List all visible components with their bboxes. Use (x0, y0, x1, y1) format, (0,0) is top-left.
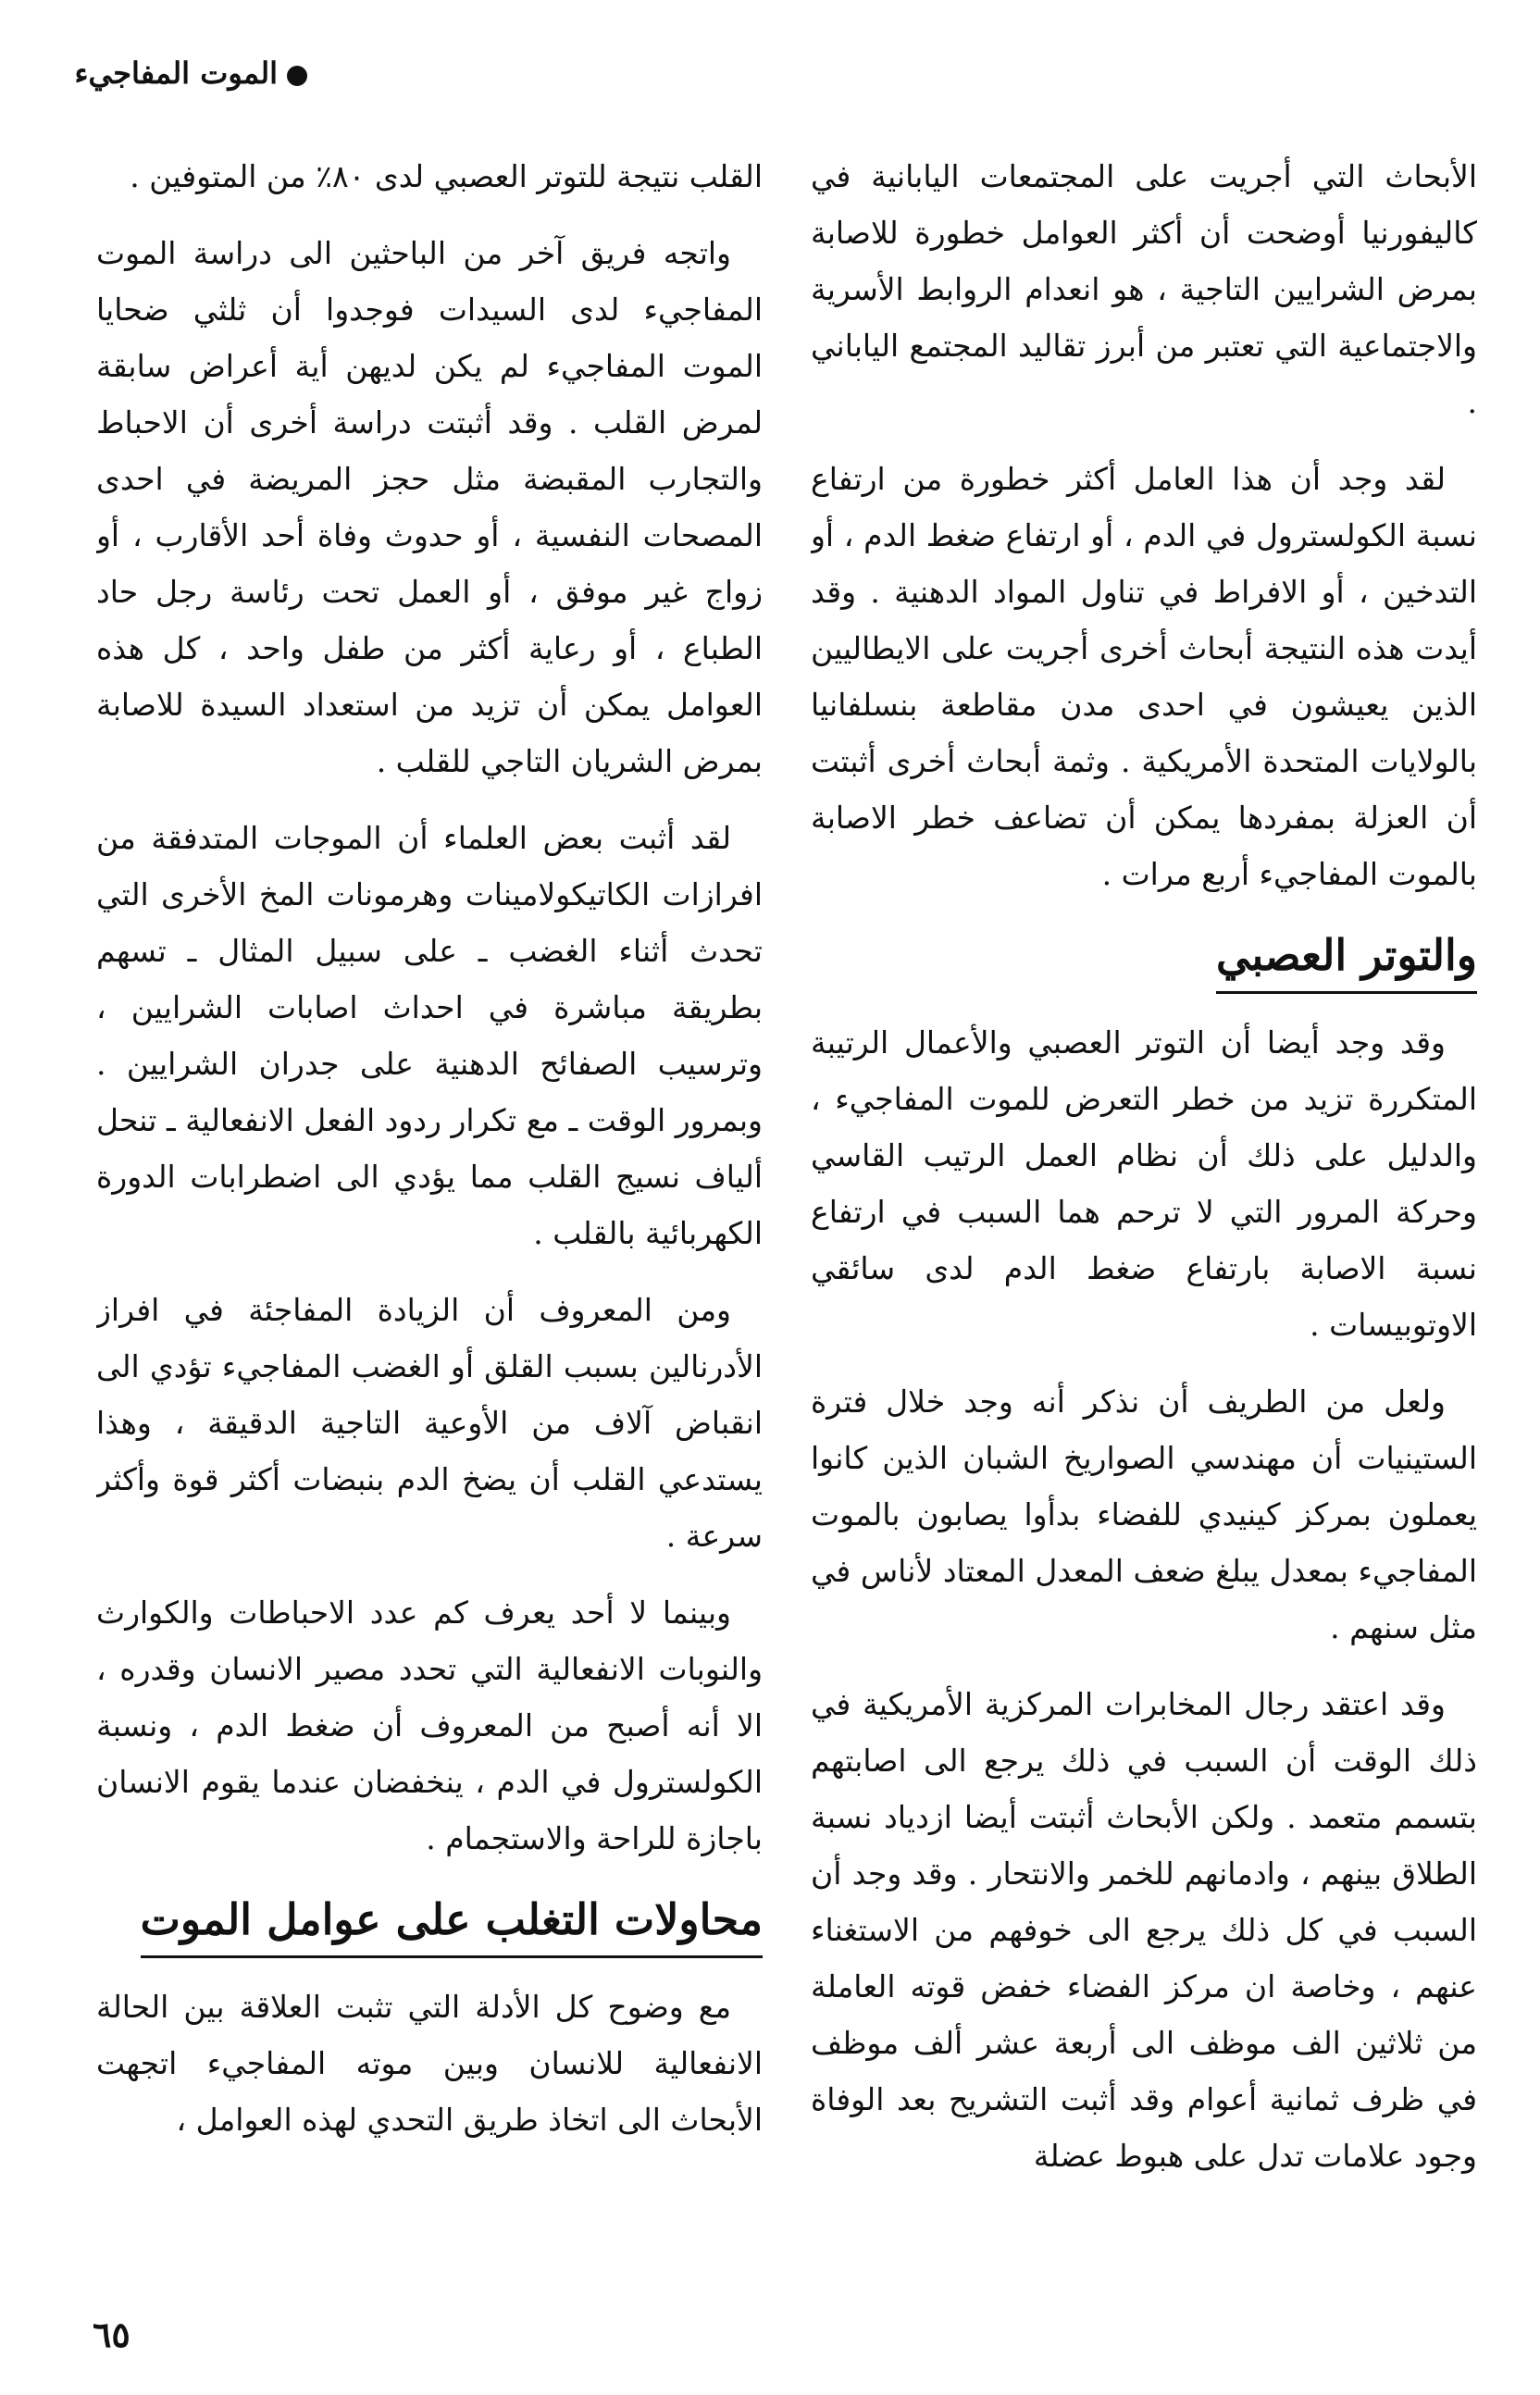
paragraph: الأبحاث التي أجريت على المجتمعات اليابانية في كاليفورنيا أوضحت أن أكثر العوامل خطورة للاصابة بمرض الشرايين التاجية ، هو انعدام الروابط الأسرية والاجتماعية التي تعتبر من أبرز تقاليد المجتمع الياباني . (811, 158, 1477, 420)
running-head-text: الموت المفاجيء (74, 56, 278, 91)
paragraph: وقد اعتقد رجال المخابرات المركزية الأمريكية في ذلك الوقت أن السبب في ذلك يرجع الى اصابتهم بتسمم متعمد . ولكن الأبحاث أثبتت أيضا ازدياد نسبة الطلاق بينهم ، وادمانهم للخمر والانتحار . وقد وجد أن السبب في كل ذلك يرجع الى خوفهم من الاستغناء عنهم ، وخاصة ان مركز الفضاء خفض قوته العاملة من ثلاثين الف موظف الى أربعة عشر ألف موظف في ظرف ثمانية أعوام وقد أثبت التشريح بعد الوفاة وجود علامات تدل على هبوط عضلة (811, 1686, 1477, 2174)
paragraph: القلب نتيجة للتوتر العصبي لدى ٨٠٪ من المتوفين . (130, 158, 763, 194)
section-heading: محاولات التغلب على عوامل الموت (141, 1887, 763, 1958)
section-heading: والتوتر العصبي (1216, 923, 1477, 994)
left-column (96, 148, 763, 2277)
paragraph: وقد وجد أيضا أن التوتر العصبي والأعمال الرتيبة المتكررة تزيد من خطر التعرض للموت المفاجيء ، والدليل على ذلك أن نظام العمل الرتيب القاسي وحركة المرور التي لا ترحم هما السبب في ارتفاع نسبة الاصابة بارتفاع ضغط الدم لدى سائقي الاوتوبيسات . (811, 1024, 1477, 1343)
running-head (74, 56, 307, 91)
paragraph: لقد وجد أن هذا العامل أكثر خطورة من ارتفاع نسبة الكولسترول في الدم ، أو ارتفاع ضغط الدم ، أو التدخين ، أو الافراط في تناول المواد الدهنية . وقد أيدت هذه النتيجة أبحاث أخرى أجريت على الايطاليين الذين يعيشون في احدى مدن مقاطعة بنسلفانيا بالولايات المتحدة الأمريكية . وثمة أبحاث أخرى أثبتت أن العزلة بمفردها يمكن أن تضاعف خطر الاصابة بالموت المفاجيء أربع مرات . (811, 461, 1477, 892)
paragraph: وبينما لا أحد يعرف كم عدد الاحباطات والكوارث والنوبات الانفعالية التي تحدد مصير الانسان وقدره ، الا أنه أصبح من المعروف أن ضغط الدم ، ونسبة الكولسترول في الدم ، ينخفضان عندما يقوم الانسان باجازة للراحة والاستجمام . (96, 1595, 763, 1856)
right-column (811, 148, 1477, 2277)
bullet-icon (287, 66, 307, 86)
paragraph: ولعل من الطريف أن نذكر أنه وجد خلال فترة الستينيات أن مهندسي الصواريخ الشبان الذين كانوا يعملون بمركز كينيدي للفضاء بدأوا يصابون بالموت المفاجيء بمعدل يبلغ ضعف المعدل المعتاد لأناس في مثل سنهم . (811, 1384, 1477, 1645)
paragraph: ومن المعروف أن الزيادة المفاجئة في افراز الأدرنالين بسبب القلق أو الغضب المفاجيء تؤدي الى انقباض آلاف من الأوعية التاجية الدقيقة ، وهذا يستدعي القلب أن يضخ الدم بنبضات أكثر قوة وأكثر سرعة . (96, 1292, 763, 1554)
paragraph: واتجه فريق آخر من الباحثين الى دراسة الموت المفاجيء لدى السيدات فوجدوا أن ثلثي ضحايا الموت المفاجيء لم يكن لديهن أية أعراض سابقة لمرض القلب . وقد أثبتت دراسة أخرى أن الاحباط والتجارب المقبضة مثل حجز المريضة في احدى المصحات النفسية ، أو حدوث وفاة أحد الأقارب ، أو زواج غير موفق ، أو العمل تحت رئاسة رجل حاد الطباع ، أو رعاية أكثر من طفل واحد ، كل هذه العوامل يمكن أن تزيد من استعداد السيدة للاصابة بمرض الشريان التاجي للقلب . (96, 235, 763, 779)
paragraph: مع وضوح كل الأدلة التي تثبت العلاقة بين الحالة الانفعالية للانسان وبين موته المفاجيء اتجهت الأبحاث الى اتخاذ طريق التحدي لهذه العوامل ، (96, 1989, 763, 2138)
paragraph: لقد أثبت بعض العلماء أن الموجات المتدفقة من افرازات الكاتيكولامينات وهرمونات المخ الأخرى التي تحدث أثناء الغضب ـ على سبيل المثال ـ تسهم بطريقة مباشرة في احداث اصابات الشرايين ، وترسيب الصفائح الدهنية على جدران الشرايين . وبمرور الوقت ـ مع تكرار ردود الفعل الانفعالية ـ تنحل ألياف نسيج القلب مما يؤدي الى اضطرابات الدورة الكهربائية بالقلب . (96, 820, 763, 1251)
page-number: ٦٥ (93, 2314, 130, 2355)
